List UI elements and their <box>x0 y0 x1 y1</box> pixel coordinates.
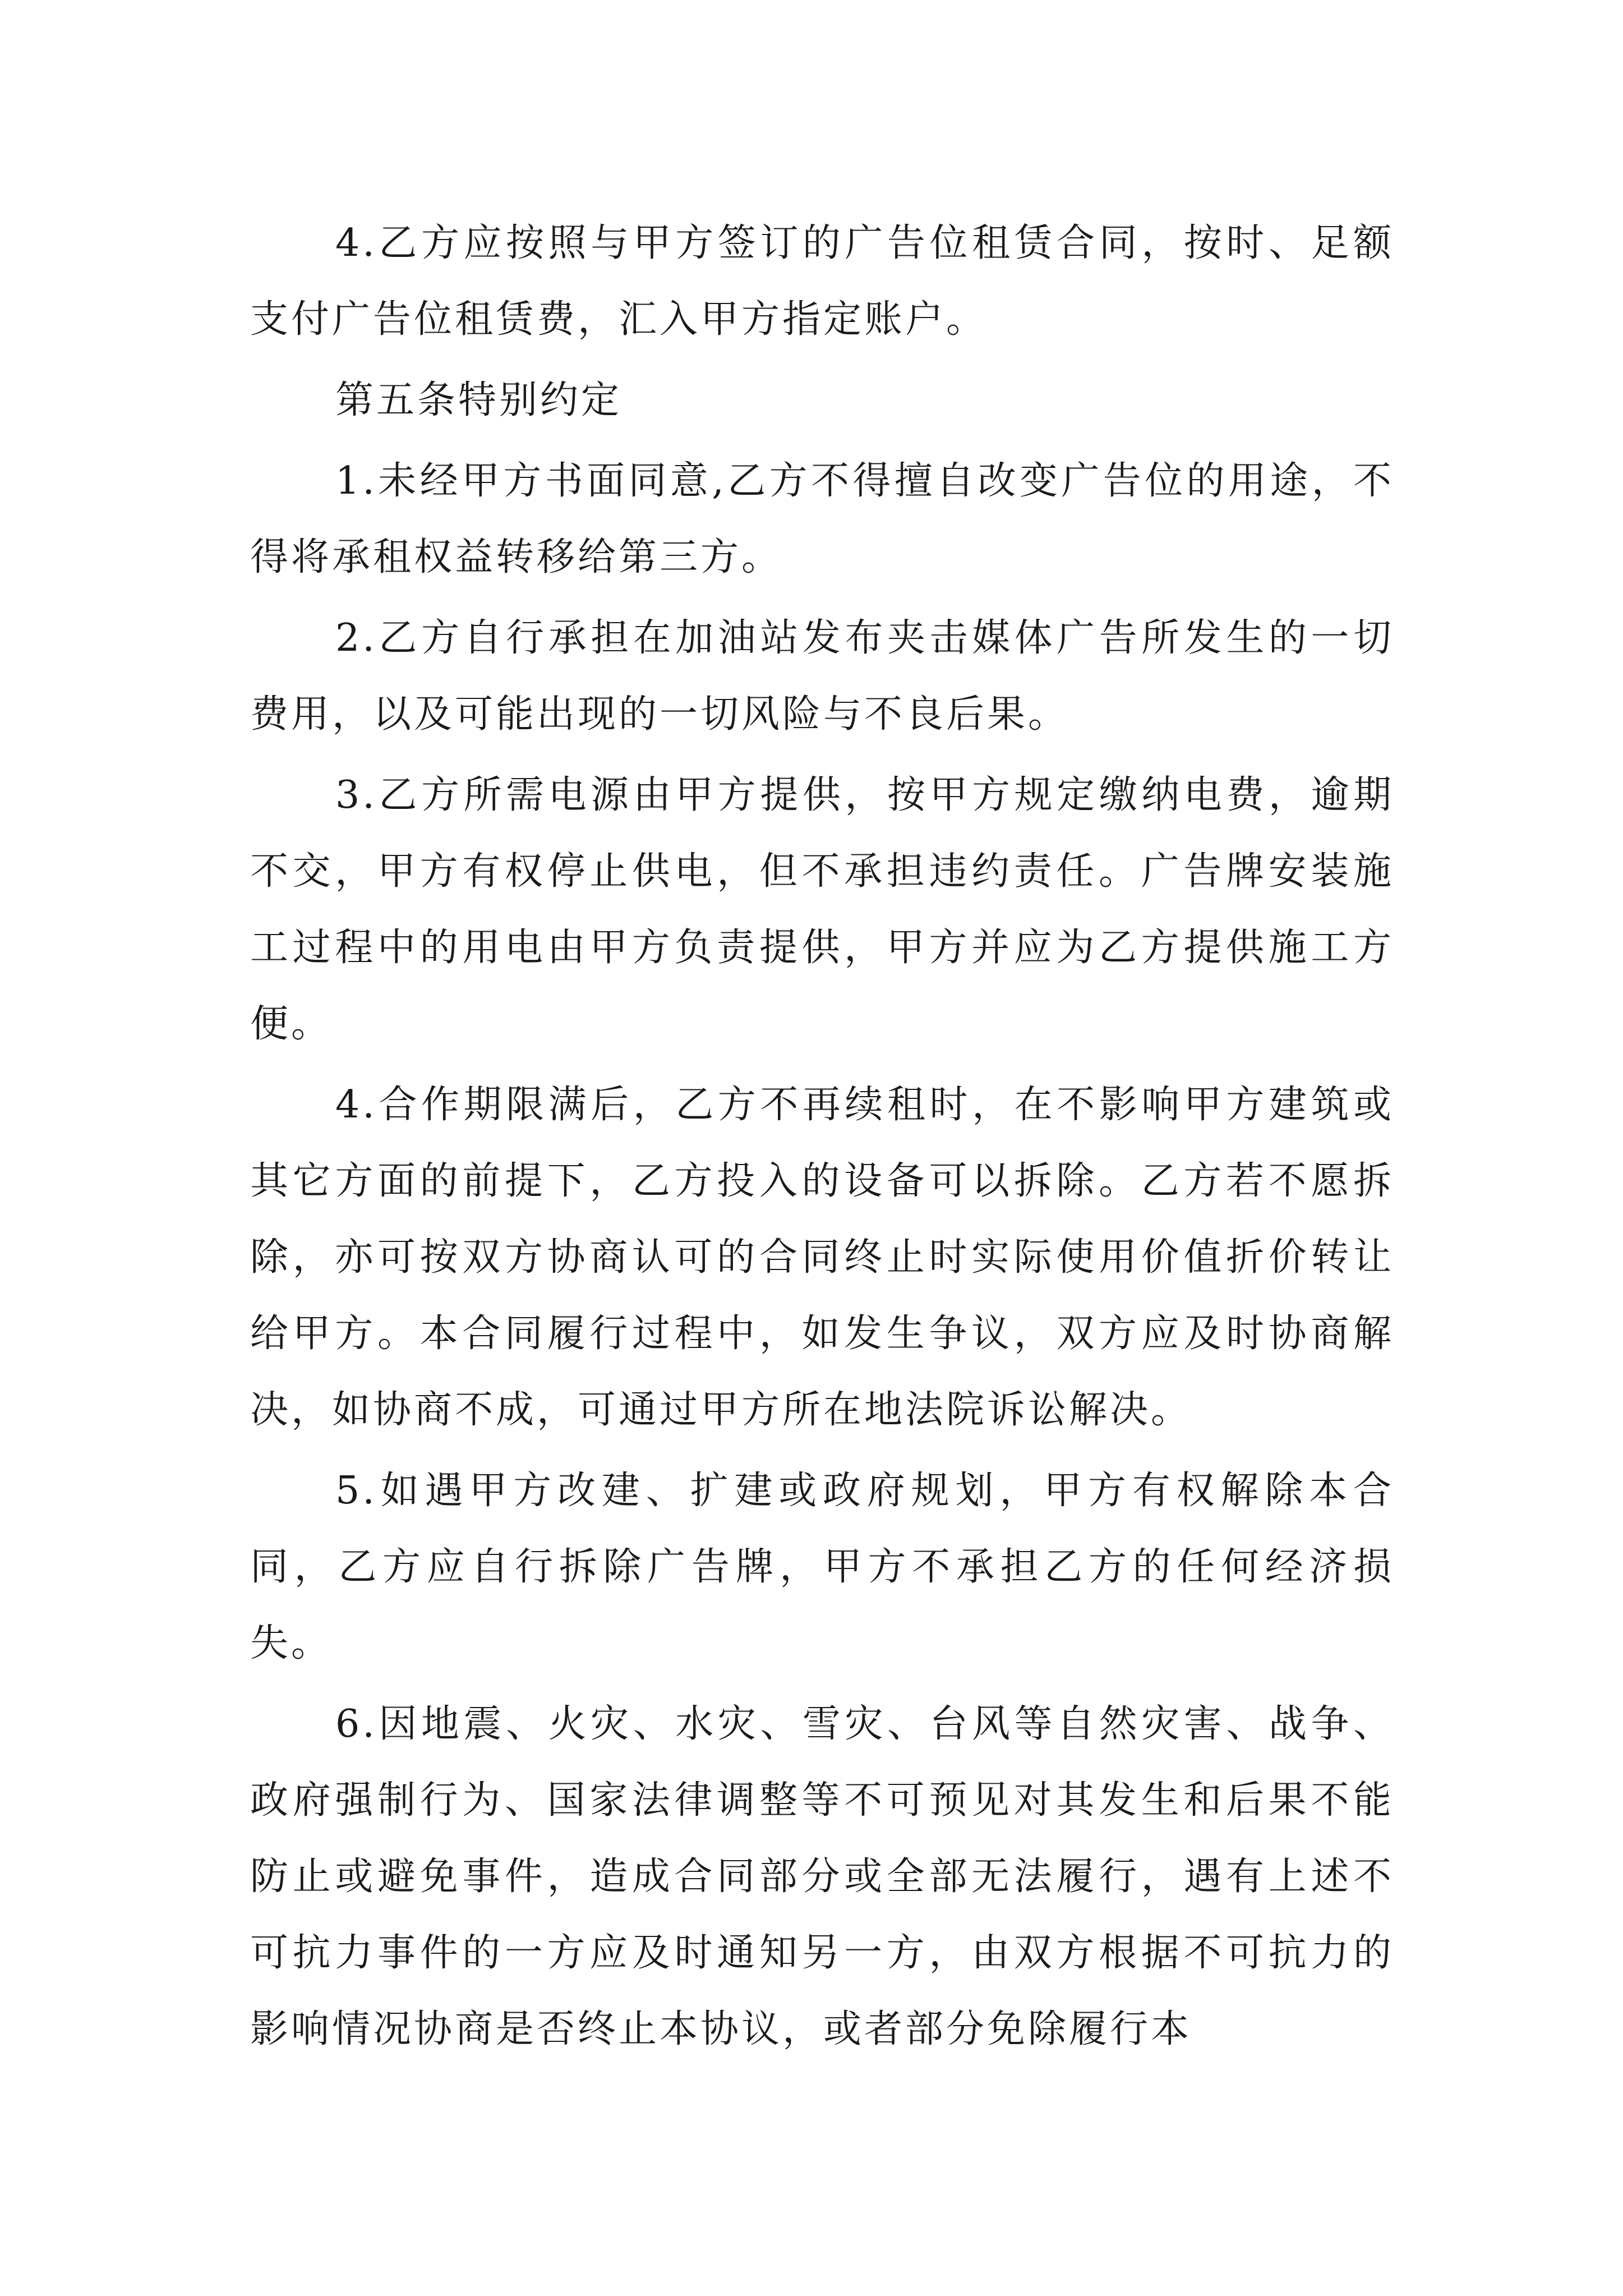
document-body <box>250 205 1394 2068</box>
clause-2-costs: 2.乙方自行承担在加油站发布夹击媒体广告所发生的一切费用，以及可能出现的一切风险与不良后果。 <box>250 616 1394 737</box>
clause-6-force-majeure: 6.因地震、火灾、水灾、雪灾、台风等自然灾害、战争、政府强制行为、国家法律调整等不可预见对其发生和后果不能防止或避免事件，造成合同部分或全部无法履行，遇有上述不可抗力事件的一方应及时通知另一方，由双方根据不可抗力的影响情况协商是否终止本协议，或者部分免除履行本 <box>250 1702 1394 2051</box>
clause-1-usage: 1.未经甲方书面同意,乙方不得擅自改变广告位的用途，不得将承租权益转移给第三方。 <box>250 459 1394 579</box>
section-heading-article-5: 第五条特别约定 <box>335 378 623 422</box>
clause-5-rebuild: 5.如遇甲方改建、扩建或政府规划，甲方有权解除本合同，乙方应自行拆除广告牌，甲方不承担乙方的任何经济损失。 <box>250 1469 1394 1665</box>
clause-4-payment: 4.乙方应按照与甲方签订的广告位租赁合同，按时、足额支付广告位租赁费，汇入甲方指定账户。 <box>250 221 1394 342</box>
clause-3-power: 3.乙方所需电源由甲方提供，按甲方规定缴纳电费，逾期不交，甲方有权停止供电，但不承担违约责任。广告牌安装施工过程中的用电由甲方负责提供，甲方并应为乙方提供施工方便。 <box>250 773 1394 1046</box>
clause-4-term-end: 4.合作期限满后，乙方不再续租时，在不影响甲方建筑或其它方面的前提下，乙方投入的设备可以拆除。乙方若不愿拆除，亦可按双方协商认可的合同终止时实际使用价值折价转让给甲方。本合同履行过程中，如发生争议，双方应及时协商解决，如协商不成，可通过甲方所在地法院诉讼解决。 <box>250 1083 1394 1432</box>
